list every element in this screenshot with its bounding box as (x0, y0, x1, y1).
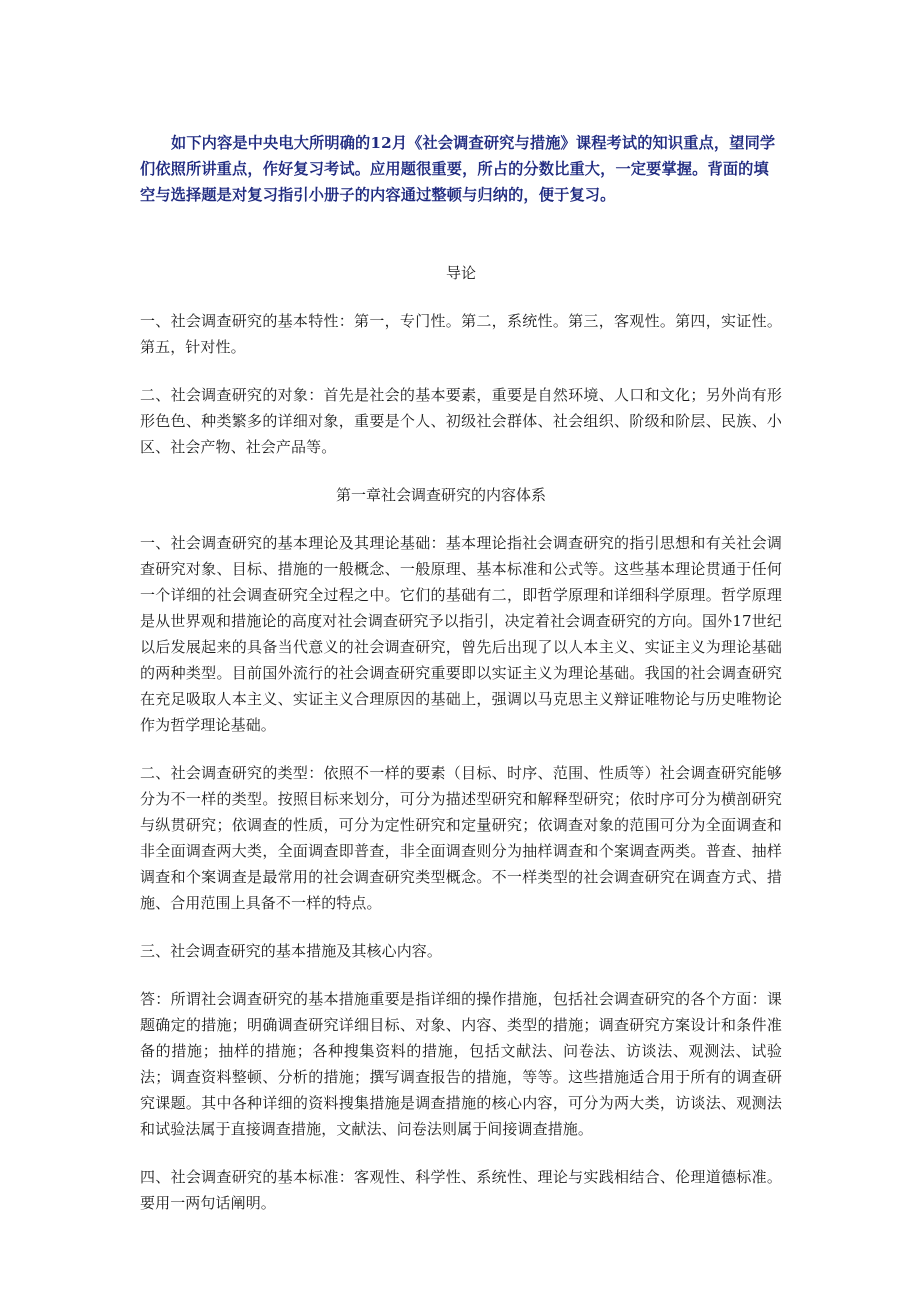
section-heading-introduction: 导论 (445, 264, 476, 282)
paragraph: 三、社会调查研究的基本措施及其核心内容。 (140, 942, 443, 960)
paragraph: 四、社会调查研究的基本标准：客观性、科学性、系统性、理论与实践相结合、伦理道德标准。要用一两句话阐明。 (140, 1168, 782, 1212)
intro-notice: 如下内容是中央电大所明确的12月《社会调查研究与措施》课程考试的知识重点，望同学们依照所讲重点，作好复习考试。应用题很重要，所占的分数比重大，一定要掌握。背面的填空与选择题是对复习指引小册子的内容通过整顿与归纳的，便于复习。 (140, 134, 776, 204)
paragraph: 一、社会调查研究的基本特性：第一，专门性。第二，系统性。第三，客观性。第四，实证性。第五，针对性。 (140, 312, 782, 356)
document-page (140, 130, 782, 1238)
paragraph: 一、社会调查研究的基本理论及其理论基础：基本理论指社会调查研究的指引思想和有关社会调查研究对象、目标、措施的一般概念、一般原理、基本标准和公式等。这些基本理论贯通于任何一个详细的社会调查研究全过程之中。它们的基础有二，即哲学原理和详细科学原理。哲学原理是从世界观和措施论的高度对社会调查研究予以指引，决定着社会调查研究的方向。国外17世纪以后发展起来的具备当代意义的社会调查研究，曾先后出现了以人本主义、实证主义为理论基础的两种类型。目前国外流行的社会调查研究重要即以实证主义为理论基础。我国的社会调查研究在充足吸取人本主义、实证主义合理原因的基础上，强调以马克思主义辩证唯物论与历史唯物论作为哲学理论基础。 (140, 534, 782, 734)
paragraph: 答：所谓社会调查研究的基本措施重要是指详细的操作措施，包括社会调查研究的各个方面：课题确定的措施；明确调查研究详细目标、对象、内容、类型的措施；调查研究方案设计和条件准备的措施；抽样的措施；各种搜集资料的措施，包括文献法、问卷法、访谈法、观测法、试验法；调查资料整顿、分析的措施；撰写调查报告的措施，等等。这些措施适合用于所有的调查研究课题。其中各种详细的资料搜集措施是调查措施的核心内容，可分为两大类，访谈法、观测法和试验法属于直接调查措施，文献法、问卷法则属于间接调查措施。 (140, 990, 782, 1138)
paragraph: 二、社会调查研究的对象：首先是社会的基本要素，重要是自然环境、人口和文化；另外尚有形形色色、种类繁多的详细对象，重要是个人、初级社会群体、社会组织、阶级和阶层、民族、小区、社会产物、社会产品等。 (140, 386, 782, 456)
section-heading-chapter-one: 第一章社会调查研究的内容体系 (335, 486, 546, 504)
paragraph: 二、社会调查研究的类型：依照不一样的要素（目标、时序、范围、性质等）社会调查研究能够分为不一样的类型。按照目标来划分，可分为描述型研究和解释型研究；依时序可分为横剖研究与纵贯研究；依调查的性质，可分为定性研究和定量研究；依调查对象的范围可分为全面调查和非全面调查两大类，全面调查即普查，非全面调查则分为抽样调查和个案调查两类。普查、抽样调查和个案调查是最常用的社会调查研究类型概念。不一样类型的社会调查研究在调查方式、措施、合用范围上具备不一样的特点。 (140, 764, 782, 912)
